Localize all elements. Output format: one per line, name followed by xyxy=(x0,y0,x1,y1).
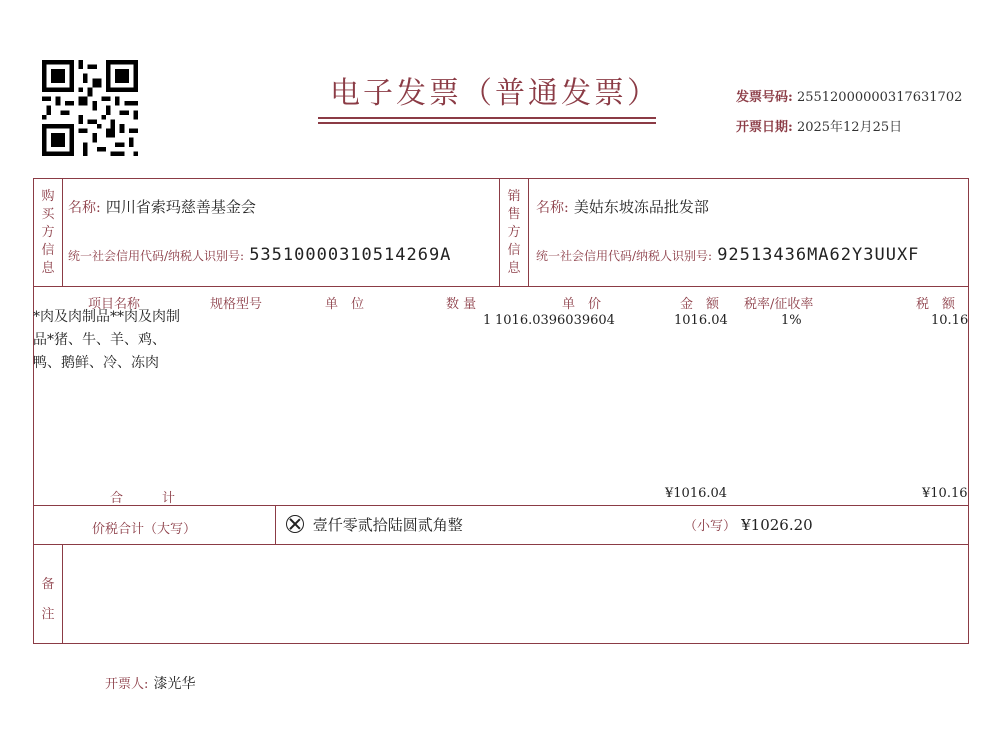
seller-side-char: 方 xyxy=(507,225,521,240)
grand-total-lower-row xyxy=(684,515,813,534)
seller-side-label xyxy=(504,188,524,278)
seller-taxid-row xyxy=(536,245,919,265)
item-price: 1016.0396039604 xyxy=(495,313,615,328)
item-name-line: *肉及肉制品**肉及肉制 xyxy=(33,309,180,325)
buyer-taxid-row xyxy=(68,245,451,265)
divider xyxy=(33,544,969,545)
col-header-spec: 规格型号 xyxy=(210,297,263,312)
total-tax: ¥10.16 xyxy=(922,486,968,501)
invoice-date-label: 开票日期: xyxy=(736,120,793,135)
invoice-date: 2025年12月25日 xyxy=(796,120,903,135)
total-label: 合 计 xyxy=(110,491,176,506)
divider xyxy=(528,178,529,286)
seller-name-label: 名称: xyxy=(536,200,569,216)
divider xyxy=(275,505,276,544)
col-header-tax: 税 额 xyxy=(916,297,956,312)
seller-side-char: 销 xyxy=(507,189,521,204)
invoice-number: 25512000000317631702 xyxy=(796,90,963,105)
buyer-name-row xyxy=(68,196,256,217)
item-rate: 1% xyxy=(781,313,802,328)
col-header-name: 项目名称 xyxy=(88,297,141,312)
item-name-line: 品*猪、牛、羊、鸡、 xyxy=(33,332,166,348)
buyer-name-label: 名称: xyxy=(68,200,101,216)
grand-total-upper: 壹仟零贰拾陆圆贰角整 xyxy=(312,516,463,534)
title-underline xyxy=(318,122,656,124)
issuer-name: 漆光华 xyxy=(153,676,196,692)
qr-code xyxy=(42,60,138,156)
grand-total-lower-label: （小写） xyxy=(684,519,737,534)
remarks-side-char: 注 xyxy=(41,607,55,622)
buyer-taxid-label: 统一社会信用代码/纳税人识别号: xyxy=(68,249,245,263)
seller-name: 美姑东坡冻品批发部 xyxy=(573,198,709,216)
seller-side-char: 息 xyxy=(507,261,521,276)
divider xyxy=(33,505,969,506)
total-amount: ¥1016.04 xyxy=(665,486,728,501)
seller-name-row xyxy=(536,196,709,217)
seller-taxid-label: 统一社会信用代码/纳税人识别号: xyxy=(536,249,713,263)
buyer-side-char: 息 xyxy=(41,261,55,276)
divider xyxy=(33,286,969,287)
buyer-name: 四川省索玛慈善基金会 xyxy=(105,198,256,216)
buyer-taxid: 53510000310514269A xyxy=(249,245,452,265)
divider xyxy=(499,178,500,286)
issuer-row xyxy=(105,673,195,693)
seller-side-char: 信 xyxy=(507,243,521,258)
grand-total-upper-row xyxy=(286,514,463,535)
issuer-label: 开票人: xyxy=(105,677,149,692)
item-qty: 1 xyxy=(483,313,492,328)
col-header-qty: 数 量 xyxy=(446,297,477,312)
col-header-unit: 单 位 xyxy=(325,297,365,312)
divider xyxy=(62,178,63,286)
divider xyxy=(62,544,63,644)
item-name xyxy=(33,306,203,375)
item-tax: 10.16 xyxy=(931,313,969,328)
invoice-number-row xyxy=(736,86,962,105)
buyer-side-char: 买 xyxy=(41,207,55,222)
item-name-line: 鸭、鹅鲜、冷、冻肉 xyxy=(33,355,159,371)
grand-total-label: 价税合计（大写） xyxy=(92,522,197,537)
buyer-side-label xyxy=(38,188,58,278)
col-header-rate: 税率/征收率 xyxy=(744,297,814,312)
invoice-title: 电子发票（普通发票） xyxy=(330,76,660,111)
invoice-date-row xyxy=(736,116,902,135)
remarks-side-label xyxy=(38,570,58,630)
cross-circle-icon xyxy=(286,515,304,533)
seller-taxid: 92513436MA62Y3UUXF xyxy=(717,245,920,265)
col-header-amount: 金 额 xyxy=(680,297,720,312)
buyer-side-char: 信 xyxy=(41,243,55,258)
buyer-side-char: 方 xyxy=(41,225,55,240)
seller-side-char: 售 xyxy=(507,207,521,222)
buyer-side-char: 购 xyxy=(41,189,55,204)
remarks-side-char: 备 xyxy=(41,577,55,592)
invoice-number-label: 发票号码: xyxy=(736,90,793,105)
item-amount: 1016.04 xyxy=(674,313,728,328)
title-underline xyxy=(318,117,656,119)
grand-total-lower: ¥1026.20 xyxy=(741,516,813,534)
col-header-price: 单 价 xyxy=(562,297,602,312)
